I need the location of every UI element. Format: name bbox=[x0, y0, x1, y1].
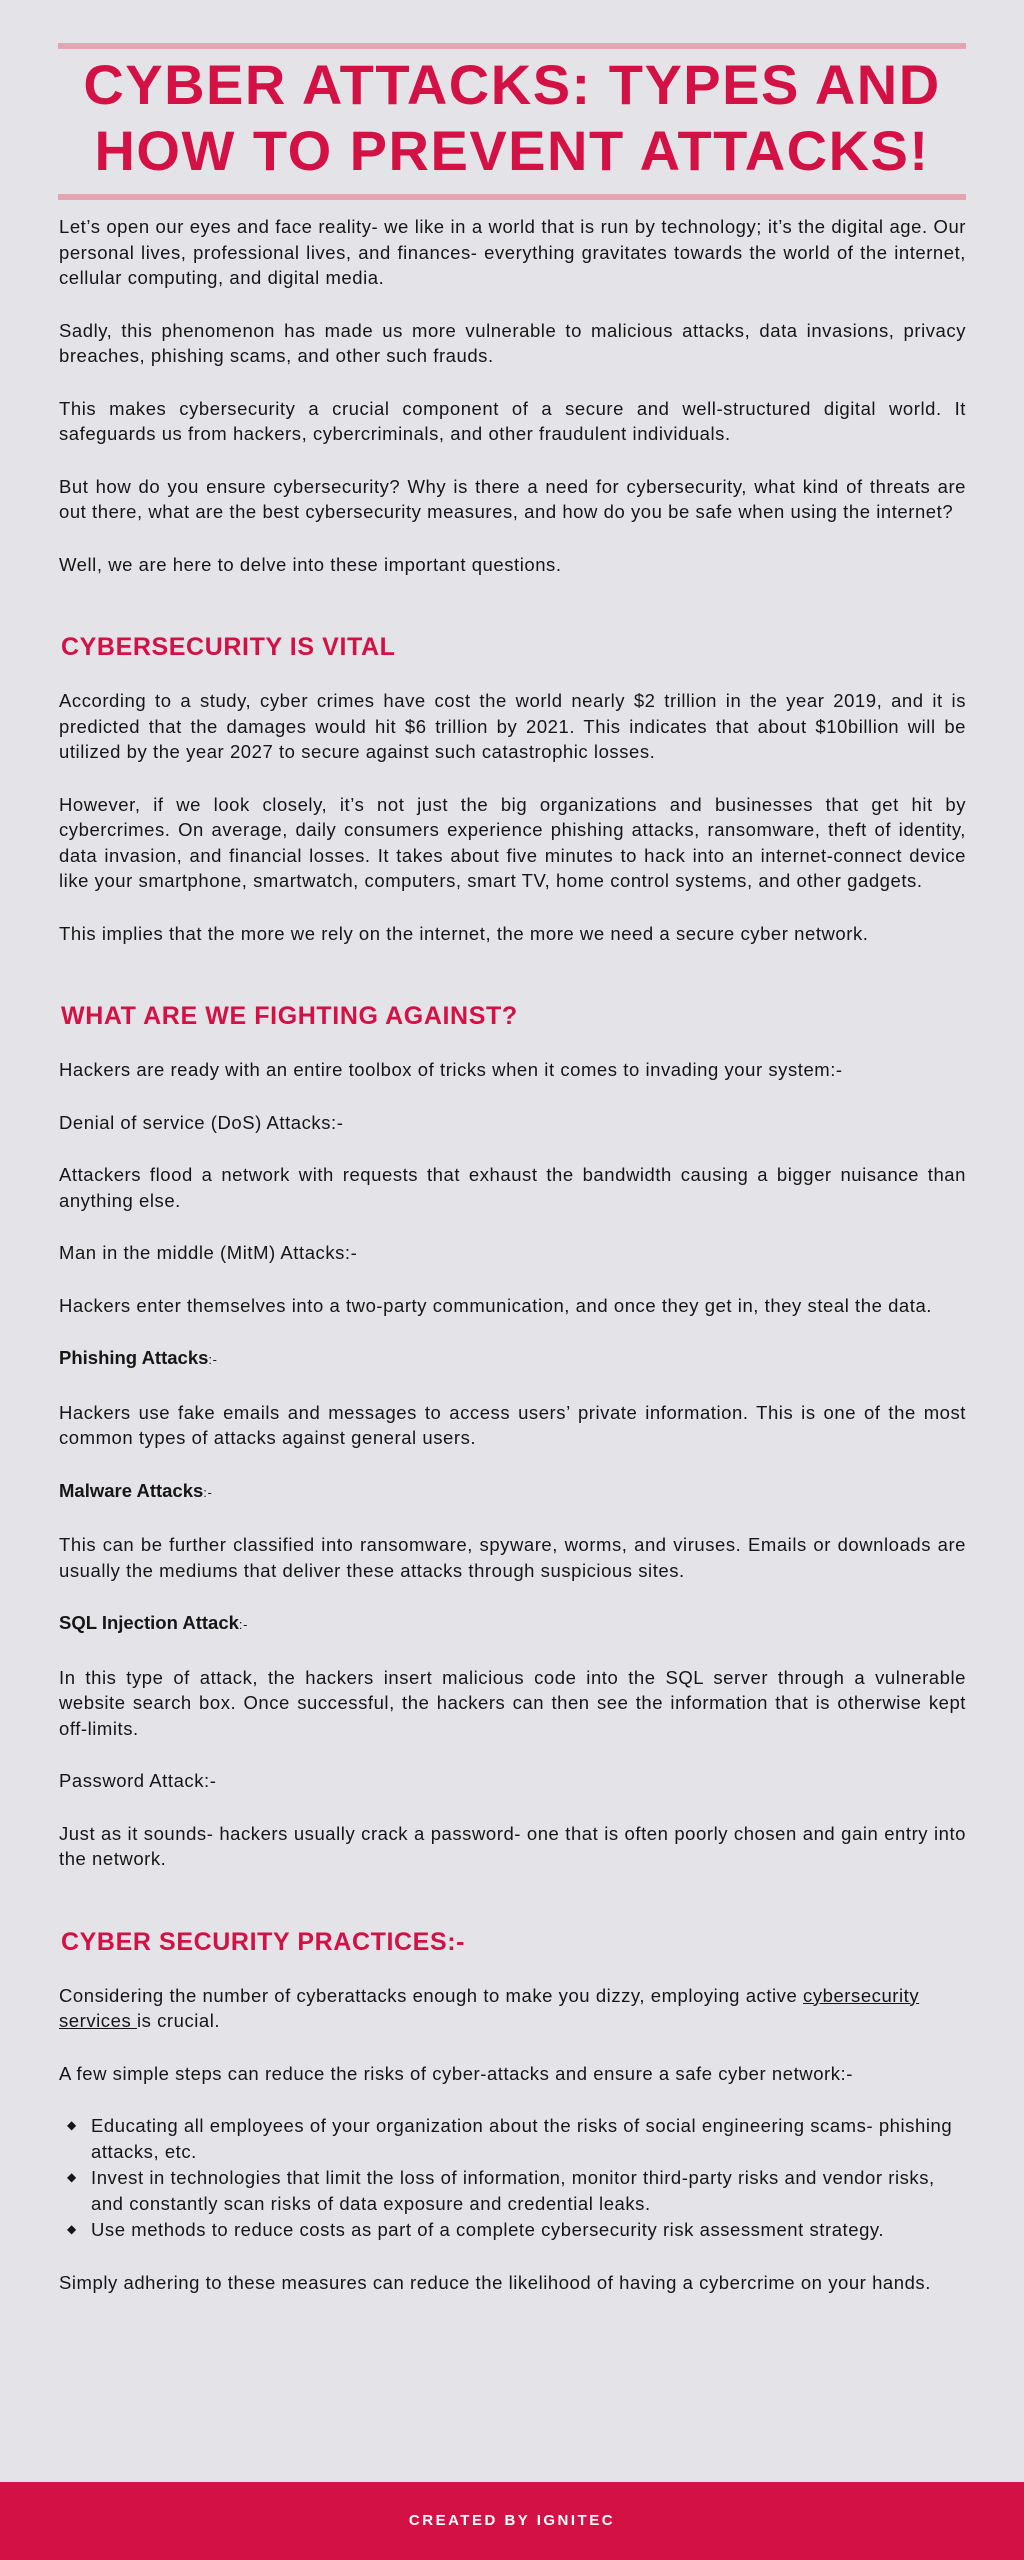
diamond-bullet-icon: ◆ bbox=[67, 2170, 77, 2184]
malware-label: Malware Attacks bbox=[59, 1479, 204, 1501]
intro-paragraph-4: But how do you ensure cybersecurity? Why is there a need for cybersecurity, what kind of threats are out there, what are the best cybersecurity measures, and how do you be safe when using the internet? bbox=[59, 475, 966, 522]
practices-paragraph-3: Simply adhering to these measures can reduce the likelihood of having a cybercrime on your hands. bbox=[59, 2271, 931, 2293]
intro-paragraph-2: Sadly, this phenomenon has made us more vulnerable to malicious attacks, data invasions, privacy breaches, phishing scams, and other such frauds. bbox=[59, 319, 966, 366]
phishing-heading bbox=[59, 1345, 966, 1373]
sql-heading bbox=[59, 1610, 966, 1638]
dos-label: Denial of service (DoS) Attacks:- bbox=[59, 1111, 344, 1133]
practices-text-after-link: is crucial. bbox=[136, 2010, 221, 2031]
practices-paragraph-1 bbox=[59, 1983, 966, 2034]
list-item-text: Use methods to reduce costs as part of a complete cybersecurity risk assessment strategy. bbox=[91, 2219, 885, 2240]
fighting-intro: Hackers are ready with an entire toolbox of tricks when it comes to invading your system:- bbox=[59, 1059, 843, 1080]
section-heading-vital: CYBERSECURITY IS VITAL bbox=[61, 633, 396, 661]
mitm-label: Man in the middle (MitM) Attacks:- bbox=[59, 1242, 358, 1263]
practices-text-before-link: Considering the number of cyberattacks enough to make you dizzy, employing active bbox=[59, 1984, 804, 2006]
mitm-description: Hackers enter themselves into a two-party communication, and once they get in, they steal the data. bbox=[59, 1294, 932, 1316]
list-item-text: Invest in technologies that limit the loss of information, monitor third-party risks and vendor risks, and constantly scan risks of data exposure and credential leaks. bbox=[91, 2167, 935, 2214]
practices-paragraph-2: A few simple steps can reduce the risks of cyber-attacks and ensure a safe cyber network:- bbox=[59, 2062, 853, 2084]
list-item-text: Educating all employees of your organization about the risks of social engineering scams- phishing attacks, etc. bbox=[91, 2115, 953, 2162]
page-title bbox=[58, 52, 966, 184]
intro-paragraph-5: Well, we are here to delve into these important questions. bbox=[59, 553, 562, 575]
diamond-bullet-icon: ◆ bbox=[67, 2222, 77, 2236]
title-line-2: HOW TO PREVENT ATTACKS! bbox=[94, 119, 930, 182]
intro-paragraph-3: This makes cybersecurity a crucial component of a secure and well-structured digital world. It safeguards us from hackers, cybercriminals, and other fraudulent individuals. bbox=[59, 397, 966, 444]
dos-description: Attackers flood a network with requests that exhaust the bandwidth causing a bigger nuisance than anything else. bbox=[59, 1164, 966, 1211]
vital-paragraph-3: This implies that the more we rely on the internet, the more we need a secure cyber network. bbox=[59, 922, 869, 944]
footer-banner bbox=[0, 2482, 1024, 2560]
list-item bbox=[67, 2113, 966, 2164]
intro-paragraph-1: Let’s open our eyes and face reality- we like in a world that is run by technology; it’s the digital age. Our personal lives, professional lives, and finances- everything gravitates towards the world of the internet, cellular computing, and digital media. bbox=[59, 216, 966, 288]
title-bottom-divider bbox=[58, 194, 966, 200]
password-label: Password Attack:- bbox=[59, 1770, 217, 1791]
sql-description: In this type of attack, the hackers insert malicious code into the SQL server through a vulnerable website search box. Once successful, the hackers can then see the information that is otherwise kept off-limits. bbox=[59, 1666, 966, 1739]
malware-heading bbox=[59, 1478, 966, 1506]
practices-list bbox=[59, 2113, 966, 2243]
section-heading-practices: CYBER SECURITY PRACTICES:- bbox=[61, 1927, 466, 1956]
malware-suffix: :- bbox=[203, 1484, 213, 1500]
vital-paragraph-1: According to a study, cyber crimes have cost the world nearly $2 trillion in the year 2019, and it is predicted that the damages would hit $6 trillion by 2021. This indicates that about $10billion will be utilized by the year 2027 to secure against such catastrophic losses. bbox=[59, 690, 966, 762]
article-body bbox=[59, 214, 966, 2322]
phishing-suffix: :- bbox=[208, 1352, 218, 1367]
phishing-description: Hackers use fake emails and messages to access users’ private information. This is one of the most common types of attacks against general users. bbox=[59, 1401, 966, 1448]
title-line-1: CYBER ATTACKS: TYPES AND bbox=[83, 53, 941, 116]
list-item bbox=[67, 2165, 966, 2216]
footer-credit: CREATED BY IGNITEC bbox=[408, 2512, 616, 2529]
top-divider bbox=[58, 43, 966, 49]
password-description: Just as it sounds- hackers usually crack a password- one that is often poorly chosen and gain entry into the network. bbox=[59, 1822, 966, 1869]
cybersecurity-services-link[interactable]: cybersecurity services bbox=[59, 1984, 920, 2031]
sql-label: SQL Injection Attack bbox=[59, 1612, 239, 1633]
malware-description: This can be further classified into ransomware, spyware, worms, and viruses. Emails or downloads are usually the mediums that deliver these attacks through suspicious sites. bbox=[59, 1534, 966, 1581]
phishing-label: Phishing Attacks bbox=[59, 1347, 209, 1368]
sql-suffix: :- bbox=[238, 1617, 248, 1632]
list-item bbox=[67, 2217, 966, 2243]
section-heading-fighting: WHAT ARE WE FIGHTING AGAINST? bbox=[61, 1002, 518, 1030]
diamond-bullet-icon: ◆ bbox=[67, 2118, 77, 2132]
vital-paragraph-2: However, if we look closely, it’s not just the big organizations and businesses that get hit by cybercrimes. On average, daily consumers experience phishing attacks, ransomware, theft of identity, data invasion, and financial losses. It takes about five minutes to hack into an internet-connect device like your smartphone, smartwatch, computers, smart TV, home control systems, and other gadgets. bbox=[59, 793, 966, 891]
